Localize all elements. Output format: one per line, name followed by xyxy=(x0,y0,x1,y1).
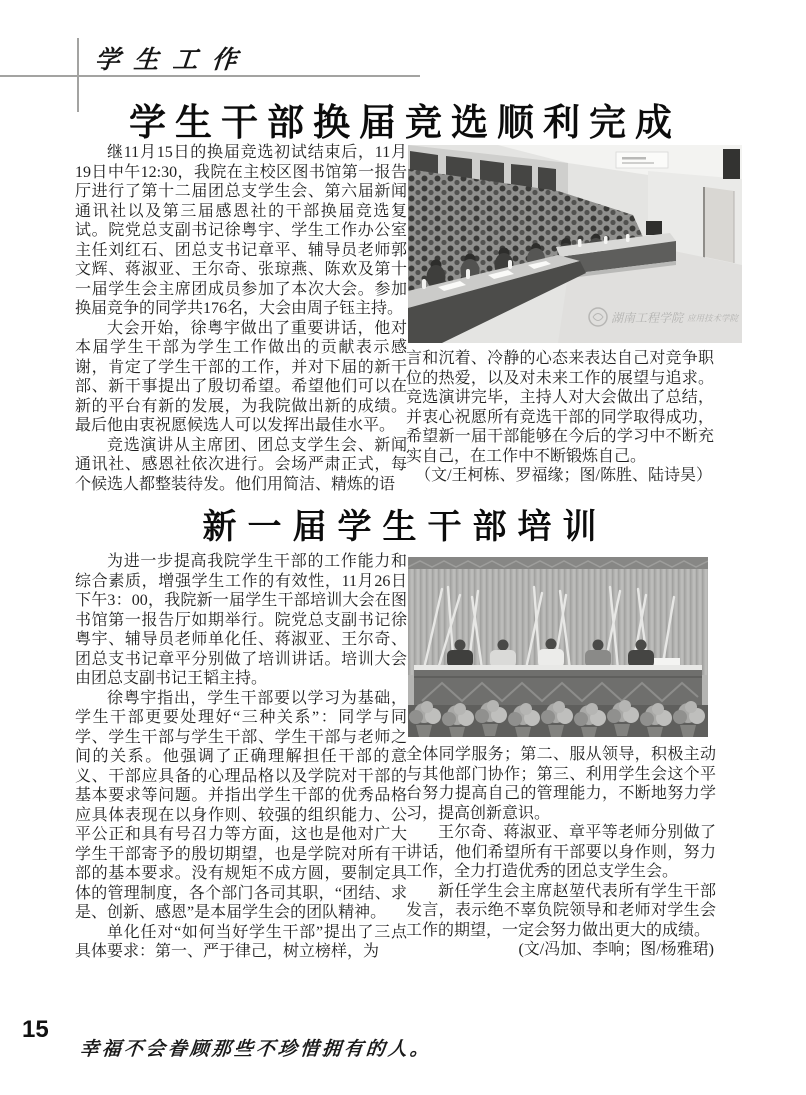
article1-title: 学生干部换届竞选顺利完成 xyxy=(129,102,681,143)
article1-paragraph-2: 大会开始，徐粤宇做出了重要讲话，他对本届学生干部为学生工作做出的贡献表示感谢，肯定了学生干部的工作，并对下届的新干部、新干事提出了殷切希望。希望他们可以在新的平台有新的发展，为我院做出新的成绩。最后他由衷祝愿候选人可以发挥出最佳水平。 xyxy=(75,319,407,434)
article1-paragraph-3: 竞选演讲从主席团、团总支学生会、新闻通讯社、感恩社依次进行。会场严肃正式，每个候选人都整装待发。他们用简洁、精炼的语 xyxy=(75,436,407,493)
article2-paragraph-5: 新任学生会主席赵堃代表所有学生干部发言，表示绝不辜负院领导和老师对学生会工作的期望，一定会努力做出更大的成绩。 xyxy=(406,882,716,939)
article2-paragraph-2: 徐粤宇指出，学生干部要以学习为基础，学生干部更要处理好“三种关系”：同学与同学、学生干部与学生干部、学生干部与老师之间的关系。他强调了正确理解担任干部的意义、干部应具备的心理品格以及学院对干部的基本要求等问题。并指出学生干部的优秀品格应具体表现在以身作则、较强的组织能力、公平公正和具有号召力等方面，这也是他对广大学生干部寄予的殷切期望，也是学院对所有干部的基本要求。没有规矩不成方圆，要制定具体的管理制度，各个部门各司其职，“团结、求是、创新、感恩”是本届学生会的团队精神。 xyxy=(75,689,407,921)
article1-paragraph-1: 继11月15日的换届竞选初试结束后，11月19日中午12:30，我院在主校区图书馆第一报告厅进行了第十二届团总支学生会、第六届新闻通讯社以及第三届感恩社的干部换届竞选复试。院党总支副书记徐粤宇、学生工作办公室主任刘红石、团总支书记章平、辅导员老师郭文辉、蒋淑亚、王尔奇、张琼燕、陈欢及第十一届学生会主席团成员参加了本次大会。参加换届竞争的同学共176名，大会由周子钰主持。 xyxy=(75,144,407,317)
article2-paragraph-4: 王尔奇、蒋淑亚、章平等老师分别做了讲话，他们希望所有干部要以身作则，努力工作，全力打造优秀的团总支学生会。 xyxy=(406,824,716,880)
photo1-watermark-sub: 应用技术学院 xyxy=(687,313,739,323)
page-number: 15 xyxy=(22,1016,49,1043)
article1-photo xyxy=(408,145,742,343)
photo1-watermark-main: 湖南工程学院 xyxy=(611,311,684,325)
footer-quote: 幸福不会眷顾那些不珍惜拥有的人。 xyxy=(78,1039,433,1060)
article1-paragraph-3-continued: 言和沉着、冷静的心态来表达自己对竞争职位的热爱，以及对未来工作的展望与追求。竞选演讲完毕，主持人对大会做出了总结，并衷心祝愿所有竞选干部的同学取得成功，希望新一届干部能够在今后的学习中不断充实自己，在工作中不断锻炼自己。 xyxy=(406,350,714,465)
article2-left-column xyxy=(75,552,407,962)
auditorium-photo-illustration xyxy=(408,145,742,343)
article1-left-column xyxy=(75,143,407,494)
article2-paragraph-1: 为进一步提高我院学生干部的工作能力和综合素质，增强学生工作的有效性，11月26日下午3：00，我院新一届学生干部培训大会在图书馆第一报告厅如期举行。院党总支副书记徐粤宇、辅导员老师单化任、蒋淑亚、王尔奇、团总支书记章平分别做了培训讲话。培训大会由团总支副书记王韬主持。 xyxy=(75,553,407,687)
article2-right-column xyxy=(406,745,716,960)
stage-photo-illustration xyxy=(408,557,708,737)
article2-credit: (文/冯加、李响；图/杨雅珺) xyxy=(518,941,714,958)
article2-title: 新一届学生干部培训 xyxy=(202,508,608,546)
article2-photo xyxy=(408,557,708,737)
article1-credit: （文/王柯栋、罗福缘；图/陈胜、陆诗昊） xyxy=(415,467,712,484)
article2-paragraph-3-continued: 全体同学服务；第二、服从领导，积极主动与其他部门协作；第三、利用学生会这个平台努力提高自己的管理能力，不断地努力学习，提高创新意识。 xyxy=(406,746,716,822)
section-label: 学生工作 xyxy=(93,47,252,74)
article2-paragraph-3: 单化任对“如何当好学生干部”提出了三点具体要求：第一、严于律己，树立榜样，为 xyxy=(75,923,407,960)
article1-right-column xyxy=(406,349,714,486)
